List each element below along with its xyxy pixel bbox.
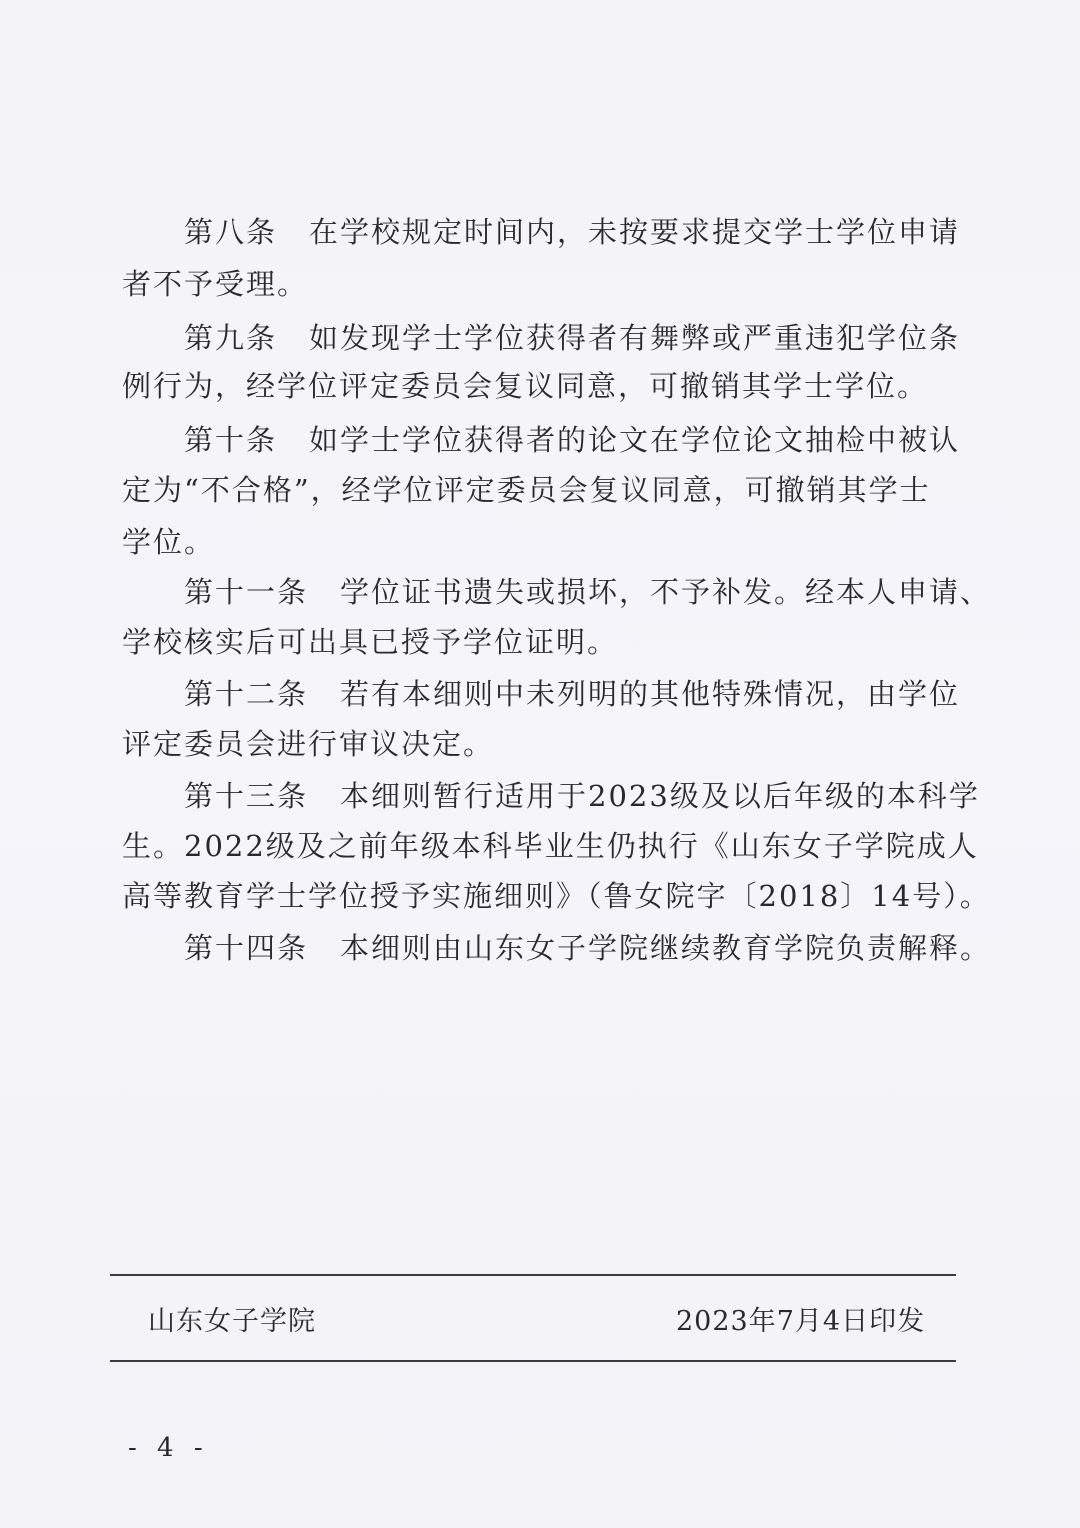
article-11-line-2: 学校核实后可出具已授予学位证明。 <box>122 625 619 659</box>
article-8-line-1 <box>184 212 960 252</box>
article-12-number: 第十二条 <box>184 677 309 711</box>
article-8-number: 第八条 <box>184 215 278 249</box>
page-number: - 4 - <box>128 1433 209 1463</box>
article-10-line-2: 定为“不合格”，经学位评定委员会复议同意，可撤销其学士 <box>122 473 931 507</box>
article-12-text-1: 若有本细则中未列明的其他特殊情况，由学位 <box>340 677 961 711</box>
article-11-line-1 <box>184 572 991 612</box>
article-13-line-1 <box>184 776 980 816</box>
article-10-text-1: 如学士学位获得者的论文在学位论文抽检中被认 <box>309 423 961 457</box>
footer-top-rule <box>110 1274 956 1276</box>
article-9-line-2: 例行为，经学位评定委员会复议同意，可撤销其学士学位。 <box>122 369 929 403</box>
article-14-text-1: 本细则由山东女子学院继续教育学院负责解释。 <box>340 931 992 965</box>
article-10-line-3: 学位。 <box>122 525 216 559</box>
issuer-name: 山东女子学院 <box>148 1306 316 1337</box>
article-11-text-1: 学位证书遗失或损坏，不予补发。经本人申请、 <box>340 575 992 609</box>
article-8-text-1: 在学校规定时间内，未按要求提交学士学位申请 <box>309 215 961 249</box>
footer-bottom-rule <box>110 1360 956 1362</box>
article-14-number: 第十四条 <box>184 931 309 965</box>
article-13-text-1: 本细则暂行适用于2023级及以后年级的本科学 <box>340 779 980 813</box>
article-11-number: 第十一条 <box>184 575 309 609</box>
article-9-text-1: 如发现学士学位获得者有舞弊或严重违犯学位条 <box>309 321 961 355</box>
article-12-line-2: 评定委员会进行审议决定。 <box>122 727 495 761</box>
article-13-number: 第十三条 <box>184 779 309 813</box>
article-9-line-1 <box>184 318 960 358</box>
article-10-line-1 <box>184 420 960 460</box>
article-12-line-1 <box>184 674 960 714</box>
issued-date: 2023年7月4日印发 <box>676 1306 926 1337</box>
article-13-line-3: 高等教育学士学位授予实施细则》（鲁女院字〔2018〕14号）。 <box>122 879 991 913</box>
article-8-line-2: 者不予受理。 <box>122 267 309 301</box>
article-14-line-1 <box>184 928 991 968</box>
article-9-number: 第九条 <box>184 321 278 355</box>
article-10-number: 第十条 <box>184 423 278 457</box>
article-13-line-2: 生。2022级及之前年级本科毕业生仍执行《山东女子学院成人 <box>122 829 979 863</box>
